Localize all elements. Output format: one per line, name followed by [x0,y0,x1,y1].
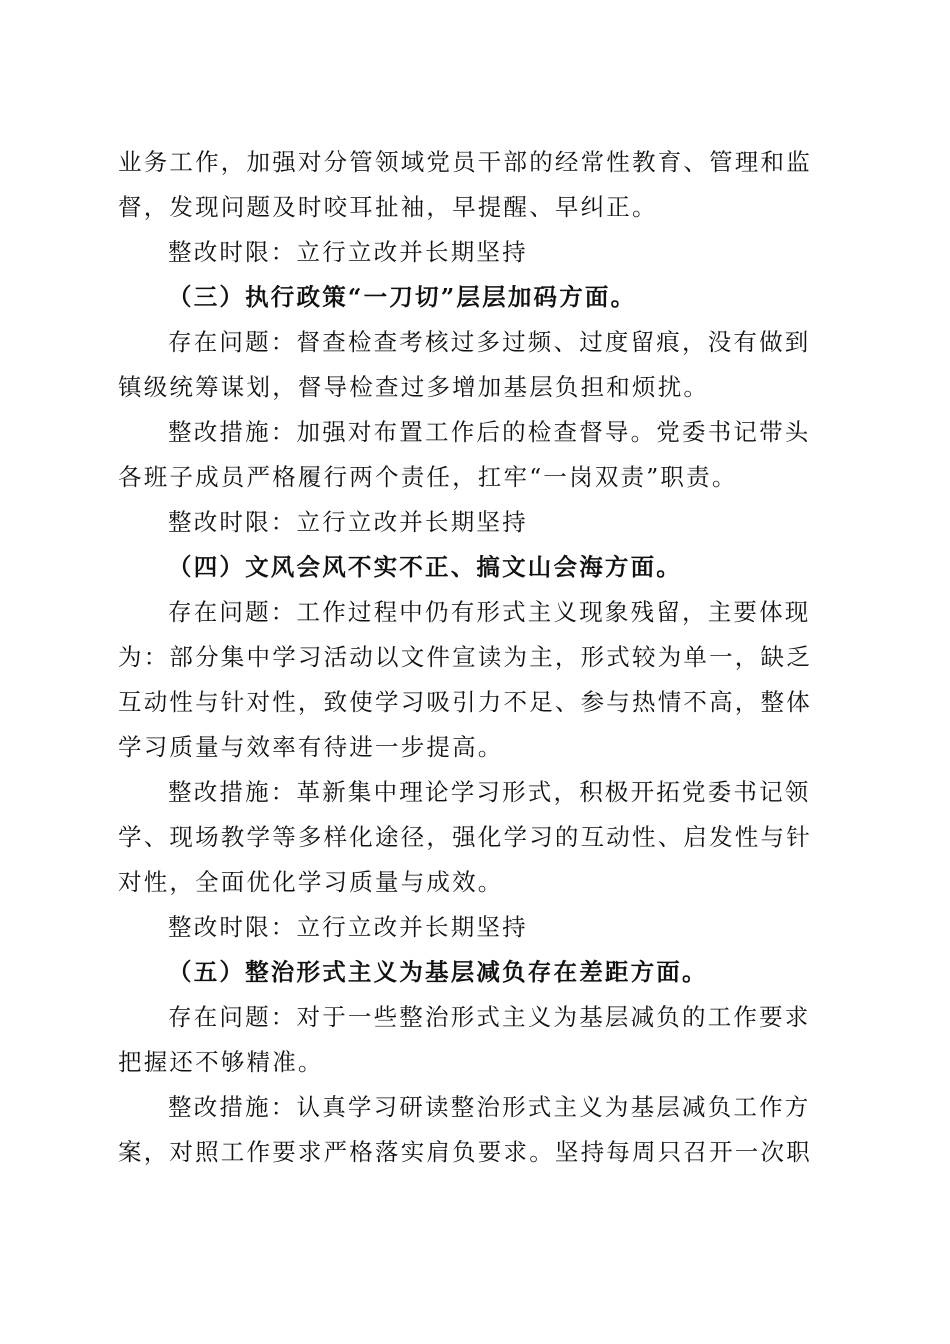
problem-paragraph-line: 把握还不够精准。 [118,1048,324,1076]
problem-paragraph-line: 存在问题：督查检查考核过多过频、过度留痕，没有做到 [168,328,811,356]
measure-paragraph-line: 各班子成员严格履行两个责任，扛牢“一岗双责”职责。 [118,463,738,491]
problem-paragraph-line: 互动性与针对性，致使学习吸引力不足、参与热情不高，整体 [118,688,812,716]
problem-paragraph-line: 学习质量与效率有待进一步提高。 [118,733,504,761]
measure-paragraph-line: 整改措施：认真学习研读整治形式主义为基层减负工作方 [168,1093,811,1121]
problem-paragraph-line: 存在问题：工作过程中仍有形式主义现象残留，主要体现 [168,598,811,626]
section-heading-3: （三）执行政策“一刀切”层层加码方面。 [168,283,637,311]
section-heading-4: （四）文风会风不实不正、搞文山会海方面。 [168,553,682,581]
paragraph-line: 业务工作，加强对分管领域党员干部的经常性教育、管理和监 [118,148,812,176]
deadline-line: 整改时限：立行立改并长期坚持 [168,508,528,536]
measure-paragraph-line: 案，对照工作要求严格落实肩负要求。坚持每周只召开一次职 [118,1138,812,1166]
measure-paragraph-line: 对性，全面优化学习质量与成效。 [118,868,504,896]
measure-paragraph-line: 学、现场教学等多样化途径，强化学习的互动性、启发性与针 [118,823,812,851]
problem-paragraph-line: 为：部分集中学习活动以文件宣读为主，形式较为单一，缺乏 [118,643,812,671]
deadline-line: 整改时限：立行立改并长期坚持 [168,238,528,266]
problem-paragraph-line: 存在问题：对于一些整治形式主义为基层减负的工作要求 [168,1003,811,1031]
deadline-line: 整改时限：立行立改并长期坚持 [168,913,528,941]
problem-paragraph-line: 镇级统筹谋划，督导检查过多增加基层负担和烦扰。 [118,373,710,401]
paragraph-line: 督，发现问题及时咬耳扯袖，早提醒、早纠正。 [118,193,658,221]
section-heading-5: （五）整治形式主义为基层减负存在差距方面。 [168,958,708,986]
measure-paragraph-line: 整改措施：加强对布置工作后的检查督导。党委书记带头 [168,418,811,446]
measure-paragraph-line: 整改措施：革新集中理论学习形式，积极开拓党委书记领 [168,778,811,806]
